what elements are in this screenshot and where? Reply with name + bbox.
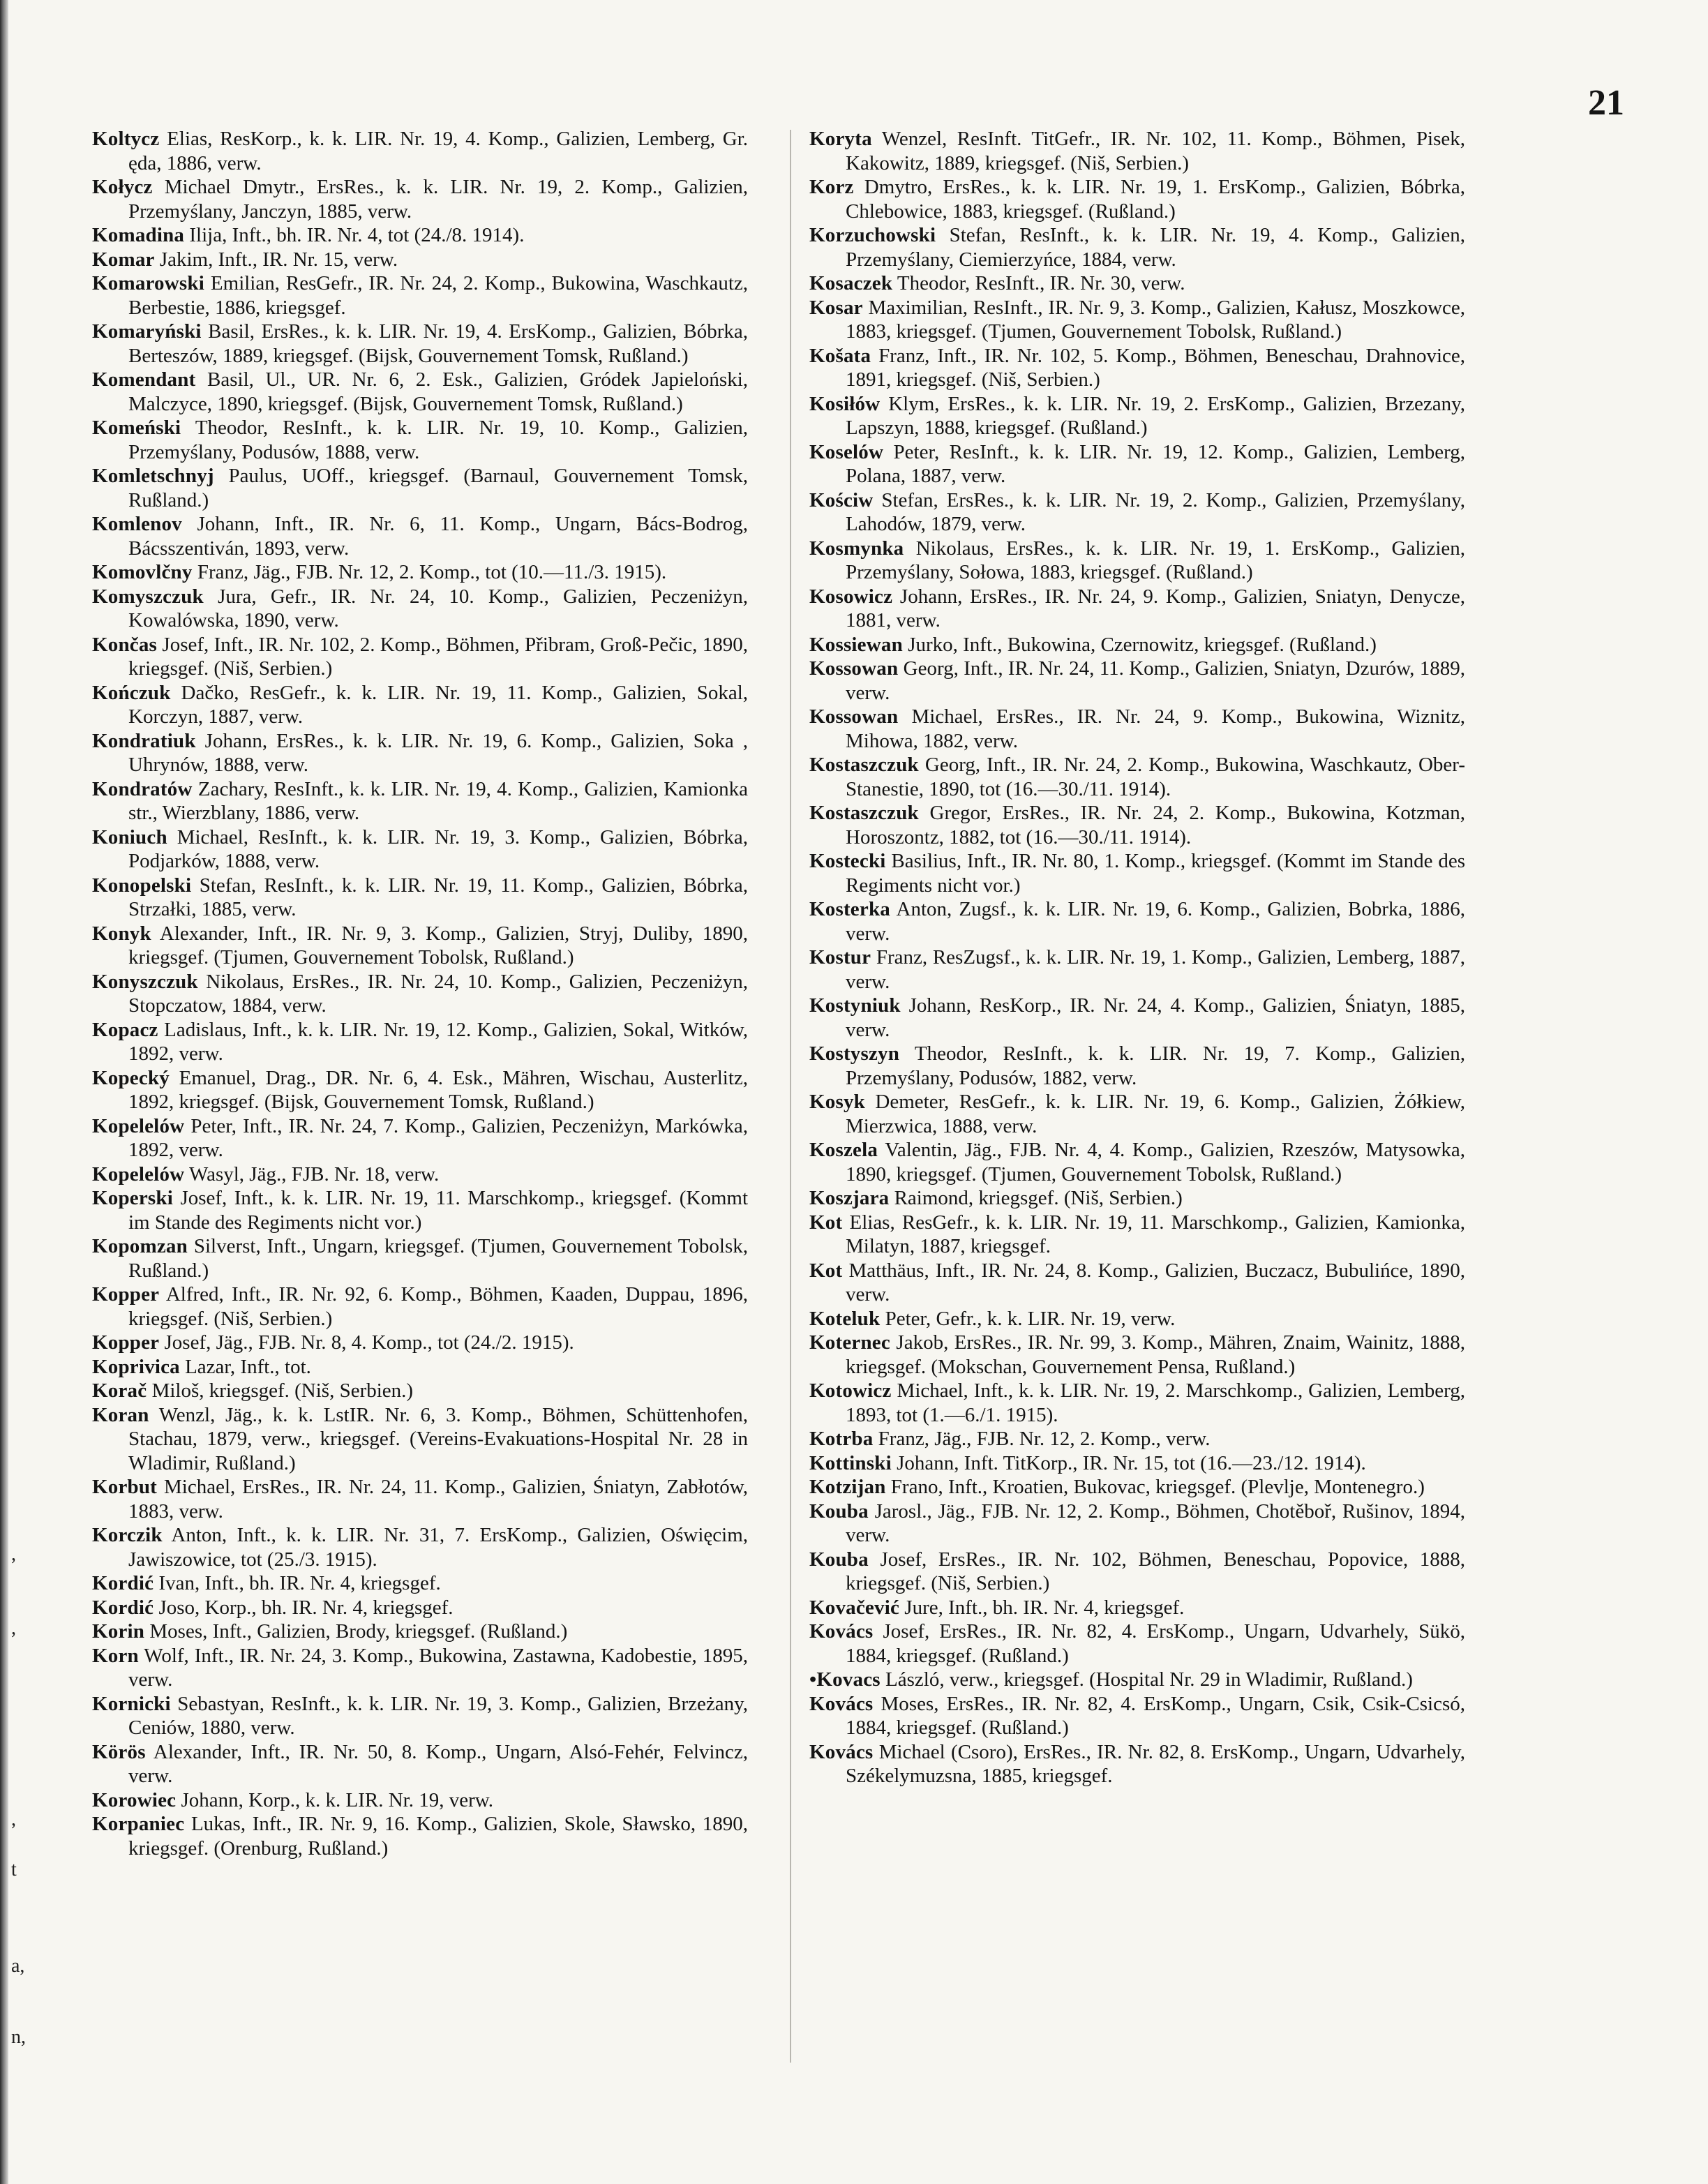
register-entry <box>92 223 748 248</box>
entry-surname: Kovács <box>809 1692 874 1715</box>
register-entry <box>809 849 1465 897</box>
entry-details: Wolf, Inft., IR. Nr. 24, 3. Komp., Bukowina, Zastawna, Kadobestie, 1895, verw. <box>128 1644 748 1691</box>
entry-surname: Koperski <box>92 1187 173 1209</box>
entry-surname: Korin <box>92 1620 145 1643</box>
entry-details: Stefan, ErsRes., k. k. LIR. Nr. 19, 2. Komp., Galizien, Przemyślany, Lahodów, 1879, verw. <box>846 488 1466 535</box>
entry-surname: Kottinski <box>809 1451 892 1474</box>
register-entry <box>809 1307 1465 1331</box>
entry-surname: Kołycz <box>92 176 153 198</box>
entry-details: Ilija, Inft., bh. IR. Nr. 4, tot (24./8. 1914). <box>189 224 525 246</box>
register-entry <box>809 1620 1465 1668</box>
register-entry <box>809 994 1465 1042</box>
register-entry <box>809 1042 1465 1090</box>
register-entry <box>92 1018 748 1066</box>
entry-surname: Koszjara <box>809 1187 890 1209</box>
entry-surname: Končas <box>92 633 158 656</box>
register-entry <box>92 1523 748 1571</box>
register-entry <box>92 1620 748 1644</box>
register-entry <box>809 753 1465 801</box>
entry-surname: Kopper <box>92 1331 160 1354</box>
entry-surname: Kosyk <box>809 1091 865 1113</box>
register-entry <box>809 1668 1465 1692</box>
entry-surname: Kopomzan <box>92 1235 188 1257</box>
entry-details: Dmytro, ErsRes., k. k. LIR. Nr. 19, 1. ErsKomp., Galizien, Bóbrka, Chlebowice, 1883, kriegsgef. (Rußland.) <box>846 176 1466 223</box>
entry-surname: Koltycz <box>92 128 160 150</box>
entry-surname: Koniuch <box>92 825 167 848</box>
register-entry <box>92 1596 748 1620</box>
entry-surname: Korz <box>809 176 854 198</box>
margin-fragment: , <box>11 1617 16 1639</box>
entry-surname: Kot <box>809 1259 843 1282</box>
register-entry <box>92 970 748 1018</box>
margin-fragment: , <box>11 1809 16 1830</box>
entry-details: Moses, ErsRes., IR. Nr. 82, 4. ErsKomp., Ungarn, Csik, Csik-Csicsó, 1884, kriegsgef. (Rußland.) <box>846 1692 1466 1739</box>
entry-details: Michael (Csoro), ErsRes., IR. Nr. 82, 8. ErsKomp., Ungarn, Udvarhely, Székelymuzsna, 1885, kriegsgef. <box>846 1740 1466 1787</box>
entry-surname: Kostecki <box>809 850 886 872</box>
entry-details: Franz, Inft., IR. Nr. 102, 5. Komp., Böhmen, Beneschau, Drahnovice, 1891, kriegsgef. (Niš, Serbien.) <box>846 344 1466 391</box>
entry-surname: Konopelski <box>92 874 192 897</box>
register-entry <box>92 1692 748 1740</box>
entry-surname: Kostaszczuk <box>809 802 919 824</box>
entry-details: Stefan, ResInft., k. k. LIR. Nr. 19, 4. Komp., Galizien, Przemyślany, Ciemierzyńce, 1884, verw. <box>846 224 1466 271</box>
register-entry <box>92 874 748 922</box>
entry-surname: Kosiłów <box>809 392 881 415</box>
entry-details: Franz, Jäg., FJB. Nr. 12, 2. Komp., verw. <box>878 1428 1211 1450</box>
entry-details: Georg, Inft., IR. Nr. 24, 2. Komp., Bukowina, Waschkautz, Ober-Stanestie, 1890, tot (16.—30./11. 1914). <box>846 754 1466 800</box>
entry-details: Peter, Inft., IR. Nr. 24, 7. Komp., Galizien, Peczeniżyn, Markówka, 1892, verw. <box>128 1114 749 1161</box>
entry-details: Jarosl., Jäg., FJB. Nr. 12, 2. Komp., Böhmen, Chotěboř, Rušinov, 1894, verw. <box>846 1499 1465 1546</box>
register-entry <box>809 1186 1465 1211</box>
left-column <box>92 127 748 1860</box>
entry-surname: Kotrba <box>809 1428 874 1450</box>
register-entry <box>92 368 748 416</box>
entry-details: Josef, Jäg., FJB. Nr. 8, 4. Komp., tot (24./2. 1915). <box>164 1331 574 1354</box>
entry-surname: Komadina <box>92 224 185 246</box>
entry-details: Josef, Inft., IR. Nr. 102, 2. Komp., Böhmen, Přibram, Groß-Pečic, 1890, kriegsgef. (Niš, Serbien.) <box>128 633 749 680</box>
entry-surname: Komlenov <box>92 513 182 535</box>
entry-details: Anton, Inft., k. k. LIR. Nr. 31, 7. ErsKomp., Galizien, Oświęcim, Jawiszowice, tot (25./3. 1915). <box>128 1524 748 1571</box>
entry-surname: Kostyniuk <box>809 994 901 1017</box>
entry-details: Jure, Inft., bh. IR. Nr. 4, kriegsgef. <box>904 1596 1185 1619</box>
register-entry <box>809 344 1465 392</box>
entry-surname: Kończuk <box>92 681 171 704</box>
entry-surname: Kotowicz <box>809 1379 892 1402</box>
column-divider <box>790 130 791 2063</box>
entry-details: Theodor, ResInft., IR. Nr. 30, verw. <box>897 272 1185 294</box>
entry-surname: Kosterka <box>809 898 890 920</box>
entry-details: Michael, ResInft., k. k. LIR. Nr. 19, 3. Komp., Galizien, Bóbrka, Podjarków, 1888, verw. <box>128 825 749 872</box>
entry-surname: Koszela <box>809 1139 878 1161</box>
margin-fragment: n, <box>11 2026 26 2048</box>
register-entry <box>92 248 748 272</box>
register-entry <box>809 1211 1465 1259</box>
entry-details: Johann, ErsRes., k. k. LIR. Nr. 19, 6. Komp., Galizien, Soka , Uhrynów, 1888, verw. <box>128 729 748 776</box>
entry-details: Jakob, ErsRes., IR. Nr. 99, 3. Komp., Mähren, Znaim, Wainitz, 1888, kriegsgef. (Mokschan, Gouvernement Pensa, Rußland.) <box>846 1331 1466 1378</box>
entry-details: Theodor, ResInft., k. k. LIR. Nr. 19, 7. Komp., Galizien, Przemyślany, Podusów, 1882, verw. <box>846 1042 1465 1089</box>
margin-fragment: , <box>11 1543 16 1565</box>
register-entry <box>809 1259 1465 1307</box>
entry-details: Alexander, Inft., IR. Nr. 9, 3. Komp., Galizien, Stryj, Duliby, 1890, kriegsgef. (Tjumen, Gouvernement Tobolsk, Rußland.) <box>128 922 748 968</box>
register-entry <box>809 1427 1465 1451</box>
entry-details: Michael Dmytr., ErsRes., k. k. LIR. Nr. 19, 2. Komp., Galizien, Przemyślany, Janczyn, 1885, verw. <box>128 176 749 223</box>
entry-details: Klym, ErsRes., k. k. LIR. Nr. 19, 2. ErsKomp., Galizien, Brzezany, Lapszyn, 1888, kriegsgef. (Rußland.) <box>846 392 1466 439</box>
entry-details: Paulus, UOff., kriegsgef. (Barnaul, Gouvernement Tomsk, Rußland.) <box>128 465 749 511</box>
entry-details: Nikolaus, ErsRes., IR. Nr. 24, 10. Komp., Galizien, Peczeniżyn, Stopczatow, 1884, verw. <box>128 970 748 1017</box>
entry-details: Ladislaus, Inft., k. k. LIR. Nr. 19, 12. Komp., Galizien, Sokal, Witków, 1892, verw. <box>128 1018 748 1065</box>
entry-surname: Kovács <box>809 1740 874 1763</box>
register-entry <box>809 537 1465 585</box>
entry-details: Franz, Jäg., FJB. Nr. 12, 2. Komp., tot (10.—11./3. 1915). <box>197 561 667 583</box>
register-entry <box>809 1692 1465 1740</box>
register-entry <box>92 585 748 633</box>
entry-surname: Koteluk <box>809 1307 881 1330</box>
register-entry <box>809 897 1465 945</box>
entry-details: Basil, ErsRes., k. k. LIR. Nr. 19, 4. ErsKomp., Galizien, Bóbrka, Berteszów, 1889, kriegsgef. (Bijsk, Gouvernement Tomsk, Rußland.) <box>128 320 748 367</box>
entry-details: Dačko, ResGefr., k. k. LIR. Nr. 19, 11. Komp., Galizien, Sokal, Korczyn, 1887, verw. <box>128 681 749 728</box>
entry-surname: Kossiewan <box>809 633 903 656</box>
register-entry <box>92 1331 748 1355</box>
entry-details: Nikolaus, ErsRes., k. k. LIR. Nr. 19, 1. ErsKomp., Galizien, Przemyślany, Sołowa, 1883, kriegsgef. (Rußland.) <box>846 537 1466 583</box>
margin-fragment: a, <box>11 1955 25 1977</box>
entry-details: Josef, ErsRes., IR. Nr. 102, Böhmen, Beneschau, Popovice, 1888, kriegsgef. (Niš, Serbien.) <box>846 1548 1465 1594</box>
entry-details: László, verw., kriegsgef. (Hospital Nr. 29 in Wladimir, Rußland.) <box>885 1668 1413 1691</box>
entry-surname: Kopacz <box>92 1018 158 1041</box>
entry-surname: Komarowski <box>92 272 204 294</box>
entry-surname: Kosowicz <box>809 585 893 608</box>
register-entry <box>809 1740 1465 1788</box>
entry-surname: Korn <box>92 1644 139 1667</box>
entry-surname: Kosar <box>809 296 863 319</box>
entry-surname: Kouba <box>809 1548 869 1571</box>
entry-surname: Kordić <box>92 1572 154 1594</box>
register-entry <box>92 1355 748 1379</box>
register-entry <box>92 1282 748 1331</box>
entry-details: Johann, Inft. TitKorp., IR. Nr. 15, tot (16.—23./12. 1914). <box>897 1451 1366 1474</box>
entry-surname: Konyszczuk <box>92 970 198 993</box>
register-entry <box>809 392 1465 440</box>
entry-details: Sebastyan, ResInft., k. k. LIR. Nr. 19, 3. Komp., Galizien, Brzeżany, Ceniów, 1880, verw. <box>128 1692 748 1739</box>
register-entry <box>809 585 1465 633</box>
register-entry <box>92 777 748 825</box>
entry-surname: Košata <box>809 344 871 367</box>
register-entry <box>92 464 748 512</box>
register-entry <box>809 801 1465 849</box>
register-entry <box>92 1403 748 1476</box>
entry-details: Johann, Korp., k. k. LIR. Nr. 19, verw. <box>181 1788 494 1811</box>
entry-details: Maximilian, ResInft., IR. Nr. 9, 3. Komp., Galizien, Kałusz, Moszkowce, 1883, kriegsgef. (Tjumen, Gouvernement Tobolsk, Rußland.) <box>846 296 1466 343</box>
entry-details: Josef, ErsRes., IR. Nr. 82, 4. ErsKomp., Ungarn, Udvarhely, Sükö, 1884, kriegsgef. (Rußland.) <box>846 1620 1465 1667</box>
register-entry <box>809 1379 1465 1427</box>
register-entry <box>92 922 748 970</box>
entry-surname: Kopecký <box>92 1066 170 1089</box>
entry-details: Basilius, Inft., IR. Nr. 80, 1. Komp., kriegsgef. (Kommt im Stande des Regiments nicht vor.) <box>846 850 1466 897</box>
entry-details: Wenzl, Jäg., k. k. LstIR. Nr. 6, 3. Komp., Böhmen, Schüttenhofen, Stachau, 1879, verw., kriegsgef. (Vereins-Evakuations-Hospital Nr. 28 in Wladimir, Rußland.) <box>128 1403 748 1474</box>
register-entry <box>92 1812 748 1860</box>
entry-surname: Kopelelów <box>92 1162 185 1186</box>
entry-surname: Koran <box>92 1403 149 1426</box>
entry-details: Raimond, kriegsgef. (Niš, Serbien.) <box>894 1187 1183 1209</box>
register-entry <box>92 1379 748 1403</box>
right-column <box>809 127 1465 1788</box>
entry-surname: Komyszczuk <box>92 585 204 608</box>
entry-details: Jura, Gefr., IR. Nr. 24, 10. Komp., Galizien, Peczeniżyn, Kowalówska, 1890, verw. <box>128 585 748 631</box>
register-entry <box>809 1090 1465 1138</box>
register-entry <box>809 705 1465 753</box>
entry-details: Wasyl, Jäg., FJB. Nr. 18, verw. <box>189 1162 440 1186</box>
register-entry <box>92 681 748 729</box>
entry-details: Jakim, Inft., IR. Nr. 15, verw. <box>159 248 398 271</box>
register-entry <box>92 271 748 320</box>
register-entry <box>809 1548 1465 1596</box>
register-entry <box>92 175 748 223</box>
entry-surname: Koternec <box>809 1331 890 1354</box>
register-entry <box>809 1138 1465 1186</box>
entry-surname: Kordić <box>92 1596 154 1619</box>
entry-surname: Komovlčny <box>92 561 193 583</box>
register-entry <box>809 127 1465 175</box>
entry-surname: Kondratiuk <box>92 729 196 752</box>
entry-surname: Korpaniec <box>92 1813 185 1835</box>
register-entry <box>809 223 1465 271</box>
entry-details: Emanuel, Drag., DR. Nr. 6, 4. Esk., Mähren, Wischau, Austerlitz, 1892, kriegsgef. (Bijsk, Gouvernement Tomsk, Rußland.) <box>128 1066 749 1113</box>
register-entry <box>809 945 1465 994</box>
entry-surname: Körös <box>92 1740 146 1763</box>
entry-details: Joso, Korp., bh. IR. Nr. 4, kriegsgef. <box>158 1596 454 1619</box>
entry-surname: Kouba <box>809 1499 869 1523</box>
entry-details: Elias, ResKorp., k. k. LIR. Nr. 19, 4. Komp., Galizien, Lemberg, Gr. ęda, 1886, verw. <box>128 128 748 174</box>
entry-surname: Kostur <box>809 946 871 968</box>
entry-surname: Komendant <box>92 368 196 391</box>
entry-details: Michael, ErsRes., IR. Nr. 24, 9. Komp., Bukowina, Wiznitz, Mihowa, 1882, verw. <box>846 705 1465 752</box>
entry-details: Frano, Inft., Kroatien, Bukovac, kriegsgef. (Plevlje, Montenegro.) <box>890 1476 1425 1498</box>
entry-details: Johann, ErsRes., IR. Nr. 24, 9. Komp., Galizien, Sniatyn, Denycze, 1881, verw. <box>846 585 1466 631</box>
entry-surname: Kotzijan <box>809 1476 886 1498</box>
entry-surname: Kosmynka <box>809 537 904 560</box>
entry-details: Valentin, Jäg., FJB. Nr. 4, 4. Komp., Galizien, Rzeszów, Matysowka, 1890, kriegsgef. (Tjumen, Gouvernement Tobolsk, Rußland.) <box>846 1139 1465 1186</box>
register-entry <box>809 1596 1465 1620</box>
entry-surname: Korač <box>92 1379 147 1402</box>
register-entry <box>92 633 748 681</box>
entry-surname: Koselów <box>809 440 884 463</box>
register-entry <box>809 1451 1465 1476</box>
entry-surname: Komletschnyj <box>92 465 214 487</box>
register-entry <box>809 271 1465 296</box>
register-entry <box>92 560 748 585</box>
entry-surname: Konyk <box>92 922 151 945</box>
document-page <box>8 0 1708 2184</box>
entry-details: Miloš, kriegsgef. (Niš, Serbien.) <box>151 1379 414 1402</box>
register-entry <box>809 175 1465 223</box>
entry-details: Johann, Inft., IR. Nr. 6, 11. Komp., Ungarn, Bács-Bodrog, Bácsszentiván, 1893, verw. <box>128 513 749 560</box>
entry-details: Johann, ResKorp., IR. Nr. 24, 4. Komp., Galizien, Śniatyn, 1885, verw. <box>846 994 1466 1041</box>
entry-surname: Kondratów <box>92 777 193 800</box>
entry-surname: Komaryński <box>92 320 202 343</box>
entry-details: Peter, ResInft., k. k. LIR. Nr. 19, 12. Komp., Galizien, Lemberg, Polana, 1887, verw. <box>846 440 1466 487</box>
entry-surname: Kostaszczuk <box>809 754 919 776</box>
entry-details: Moses, Inft., Galizien, Brody, kriegsgef. (Rußland.) <box>149 1620 568 1643</box>
entry-details: Gregor, ErsRes., IR. Nr. 24, 2. Komp., Bukowina, Kotzman, Horoszontz, 1882, tot (16.—30./11. 1914). <box>846 802 1466 848</box>
register-entry <box>92 127 748 175</box>
entry-surname: Kot <box>809 1211 843 1234</box>
register-entry <box>92 416 748 464</box>
entry-details: Theodor, ResInft., k. k. LIR. Nr. 19, 10. Komp., Galizien, Przemyślany, Podusów, 1888, verw. <box>128 417 748 463</box>
register-entry <box>92 1114 748 1162</box>
register-entry <box>809 633 1465 657</box>
entry-surname: Korbut <box>92 1476 158 1498</box>
entry-surname: Kovačević <box>809 1596 900 1619</box>
register-entry <box>92 1162 748 1187</box>
register-entry <box>92 1234 748 1282</box>
entry-surname: Koprivica <box>92 1355 180 1378</box>
entry-details: Franz, ResZugsf., k. k. LIR. Nr. 19, 1. Komp., Galizien, Lemberg, 1887, verw. <box>846 946 1465 993</box>
entry-surname: Kostyszyn <box>809 1042 900 1065</box>
entry-details: Peter, Gefr., k. k. LIR. Nr. 19, verw. <box>885 1307 1176 1330</box>
entry-details: Silverst, Inft., Ungarn, kriegsgef. (Tjumen, Gouvernement Tobolsk, Rußland.) <box>128 1235 748 1282</box>
entry-surname: Koryta <box>809 128 872 150</box>
entry-surname: Kornicki <box>92 1692 171 1715</box>
entry-details: Zachary, ResInft., k. k. LIR. Nr. 19, 4. Komp., Galizien, Kamionka str., Wierzblany, 1886, verw. <box>128 777 749 824</box>
entry-surname: •Kovacs <box>809 1668 881 1691</box>
entry-surname: Kościw <box>809 488 874 511</box>
entry-details: Basil, Ul., UR. Nr. 6, 2. Esk., Galizien, Gródek Japieloński, Malczyce, 1890, kriegsgef. (Bijsk, Gouvernement Tomsk, Rußland.) <box>128 368 748 415</box>
entry-surname: Korowiec <box>92 1788 177 1811</box>
entry-details: Jurko, Inft., Bukowina, Czernowitz, kriegsgef. (Rußland.) <box>908 633 1377 656</box>
entry-surname: Kossowan <box>809 705 899 728</box>
margin-fragment: t <box>11 1859 17 1880</box>
entry-details: Stefan, ResInft., k. k. LIR. Nr. 19, 11. Komp., Galizien, Bóbrka, Strzałki, 1885, verw. <box>128 874 748 920</box>
register-entry <box>809 657 1465 705</box>
register-entry <box>92 1066 748 1114</box>
entry-surname: Kovács <box>809 1620 874 1643</box>
entry-details: Alfred, Inft., IR. Nr. 92, 6. Komp., Böhmen, Kaaden, Duppau, 1896, kriegsgef. (Niš, Serbien.) <box>128 1283 748 1330</box>
entry-surname: Komeński <box>92 417 181 439</box>
entry-surname: Komar <box>92 248 155 271</box>
entry-details: Emilian, ResGefr., IR. Nr. 24, 2. Komp., Bukowina, Waschkautz, Berbestie, 1886, kriegsgef. <box>128 272 749 319</box>
entry-details: Georg, Inft., IR. Nr. 24, 11. Komp., Galizien, Sniatyn, Dzurów, 1889, verw. <box>846 657 1466 704</box>
register-entry <box>92 1475 748 1523</box>
register-entry <box>809 1475 1465 1499</box>
entry-details: Matthäus, Inft., IR. Nr. 24, 8. Komp., Galizien, Buczacz, Bubulińce, 1890, verw. <box>846 1259 1465 1306</box>
register-entry <box>92 1571 748 1596</box>
entry-details: Michael, ErsRes., IR. Nr. 24, 11. Komp., Galizien, Śniatyn, Zabłotów, 1883, verw. <box>128 1476 749 1523</box>
register-entry <box>92 825 748 874</box>
register-entry <box>809 1331 1465 1379</box>
register-entry <box>92 320 748 368</box>
register-entry <box>92 512 748 560</box>
register-entry <box>92 1740 748 1788</box>
register-entry <box>92 1186 748 1234</box>
entry-surname: Kopper <box>92 1283 160 1306</box>
entry-surname: Korzuchowski <box>809 224 936 246</box>
entry-details: Demeter, ResGefr., k. k. LIR. Nr. 19, 6. Komp., Galizien, Żółkiew, Mierzwica, 1888, verw. <box>846 1091 1466 1137</box>
entry-surname: Kopelelów <box>92 1114 185 1137</box>
entry-details: Wenzel, ResInft. TitGefr., IR. Nr. 102, 11. Komp., Böhmen, Pisek, Kakowitz, 1889, kriegsgef. (Niš, Serbien.) <box>846 128 1465 174</box>
register-entry <box>809 296 1465 344</box>
register-entry <box>92 729 748 777</box>
entry-details: Elias, ResGefr., k. k. LIR. Nr. 19, 11. Marschkomp., Galizien, Kamionka, Milatyn, 1887, kriegsgef. <box>846 1211 1465 1257</box>
register-entry <box>809 488 1465 537</box>
register-entry <box>92 1788 748 1813</box>
entry-details: Lazar, Inft., tot. <box>185 1355 311 1378</box>
register-entry <box>92 1644 748 1692</box>
entry-details: Anton, Zugsf., k. k. LIR. Nr. 19, 6. Komp., Galizien, Bobrka, 1886, verw. <box>846 898 1465 945</box>
entry-surname: Kosaczek <box>809 272 893 294</box>
entry-details: Josef, Inft., k. k. LIR. Nr. 19, 11. Marschkomp., kriegsgef. (Kommt im Stande des Regiments nicht vor.) <box>128 1187 749 1234</box>
page-number: 21 <box>1588 83 1624 123</box>
register-entry <box>809 1499 1465 1548</box>
register-entry <box>809 440 1465 488</box>
entry-surname: Kossowan <box>809 657 899 680</box>
entry-details: Alexander, Inft., IR. Nr. 50, 8. Komp., Ungarn, Alsó-Fehér, Felvincz, verw. <box>128 1740 748 1787</box>
entry-surname: Korczik <box>92 1524 163 1546</box>
entry-details: Lukas, Inft., IR. Nr. 9, 16. Komp., Galizien, Skole, Sławsko, 1890, kriegsgef. (Orenburg, Rußland.) <box>128 1813 748 1860</box>
entry-details: Michael, Inft., k. k. LIR. Nr. 19, 2. Marschkomp., Galizien, Lemberg, 1893, tot (1.—6./1. 1915). <box>846 1379 1466 1426</box>
entry-details: Ivan, Inft., bh. IR. Nr. 4, kriegsgef. <box>158 1572 441 1594</box>
